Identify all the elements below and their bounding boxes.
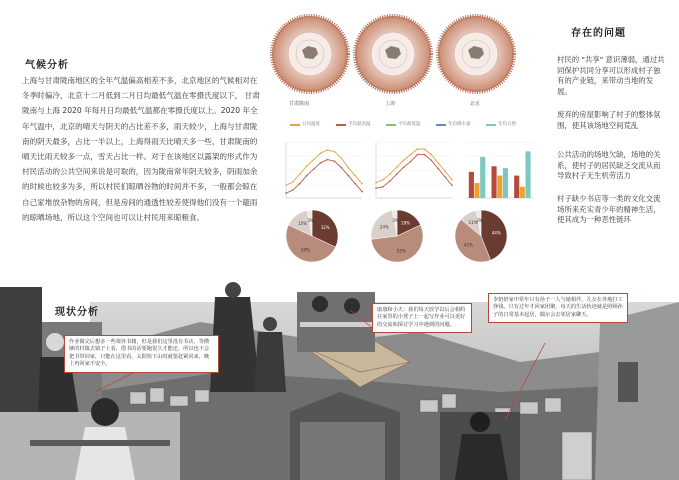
pie-slice-label: 32%	[320, 225, 330, 231]
status-title: 现状分析	[55, 307, 99, 318]
pie-slice-label: 15%	[297, 221, 307, 227]
pie-slice-label: 3%	[307, 217, 314, 223]
legend-item: 平均最低温	[398, 122, 421, 127]
problem-item-3: 公共活动的场地欠缺，场地的关系，使村子的居民缺乏交流从而导致村子无生机劳活力	[557, 150, 661, 180]
legend-item: 年均降水量	[448, 122, 471, 127]
pie-slice-label: 24%	[379, 224, 389, 230]
pie-slice-label: 44%	[491, 230, 501, 236]
radial-label-shanghai: 上海	[384, 101, 395, 107]
legend-item: 日均温度	[302, 122, 320, 127]
pie-slice-label: 42%	[463, 242, 473, 248]
note-grandmother: 李奶奶家中常年只有孙子一人与她相伴，儿女在外地打工挣钱，只有过年才回家团聚。每天的生活轨迹就是照顾孙子的日常基本起居，偶尔会去邻居家聊天。	[488, 293, 628, 323]
note-reading-child: 作业做完后想多一些课外书籍，但是我们这里没有书店，等攒够的村镇去镇子上看，借书的话要跑很久才能还，所以也不会把书带回家，只能在这里看，太阳快下山时就要赶紧回来，晚上再回家不安全。	[64, 335, 219, 373]
pie-slice-label: 55%	[396, 248, 406, 254]
problem-item-1: 村民的 "共享" 意识薄弱，通过共同保护共同分享可以形成村子独有的产业链，来带动当地的发展。	[557, 55, 665, 96]
connector-line	[505, 343, 545, 420]
connector-line	[95, 372, 135, 392]
problems-title: 存在的问题	[571, 28, 626, 39]
legend-item: 平均最高温	[348, 122, 371, 127]
climate-paragraph: 上海与甘肃陇南地区的全年气温偏高相差不多，北京地区的气候相对在冬季时偏冷，北京十二月低到二月日均最低气温在零摄氏度以下， 甘肃陇南与上海 2020 年每月日均最低气温都在零摄氏度以上。2020 年全年气温中，北京的晴天与阴天的占比差不多，雨天较少，上海与甘肃陇南的阴天最多，占比一半以上，上海得雨天比晴天多一些，甘肃陇南的晴天比雨天较多一点，雪天占比一样。对于在该地区以露架的形式作为村民活动的公共空间来说是可取的，因为陇南常年阴天较多，阴雨加余的时候也较多为多，所以村民们晾晒谷物的时间并不多，一般都会晾在自己家堆放杂物的房间，但是房间的通透性较差使得他们没有一个避雨的晾晒场地，所以这个空间也可以让村民用来晾粮食。	[22, 76, 260, 222]
pie-slice-label: 11%	[468, 220, 478, 226]
pie-slice-label: 3%	[476, 217, 483, 223]
pie-slice-label: 3%	[392, 217, 399, 223]
radial-label-beijing: 北京	[469, 101, 480, 107]
climate-title: 气候分析	[25, 60, 69, 71]
legend-item: 年均日照	[498, 122, 516, 127]
problem-item-2: 废弃的房屋影响了村子的整体氛围，使其该场地空间荒乱	[557, 110, 661, 130]
pie-slice-label: 50%	[300, 247, 310, 253]
note-kangkang: 康康和小夫：我们每天放学以后会相约在家里的小凳子上一起写作业可以更好的交流和探讨学习中遇到的问题。	[372, 303, 472, 333]
problem-item-4: 村子缺少书店等一类的文化交流场所来充实青少年的精神生活，使其成为一种恶性链环	[557, 194, 661, 224]
radial-label-longnan: 甘肃陇南	[288, 101, 309, 107]
pie-slice-label: 18%	[400, 220, 410, 226]
